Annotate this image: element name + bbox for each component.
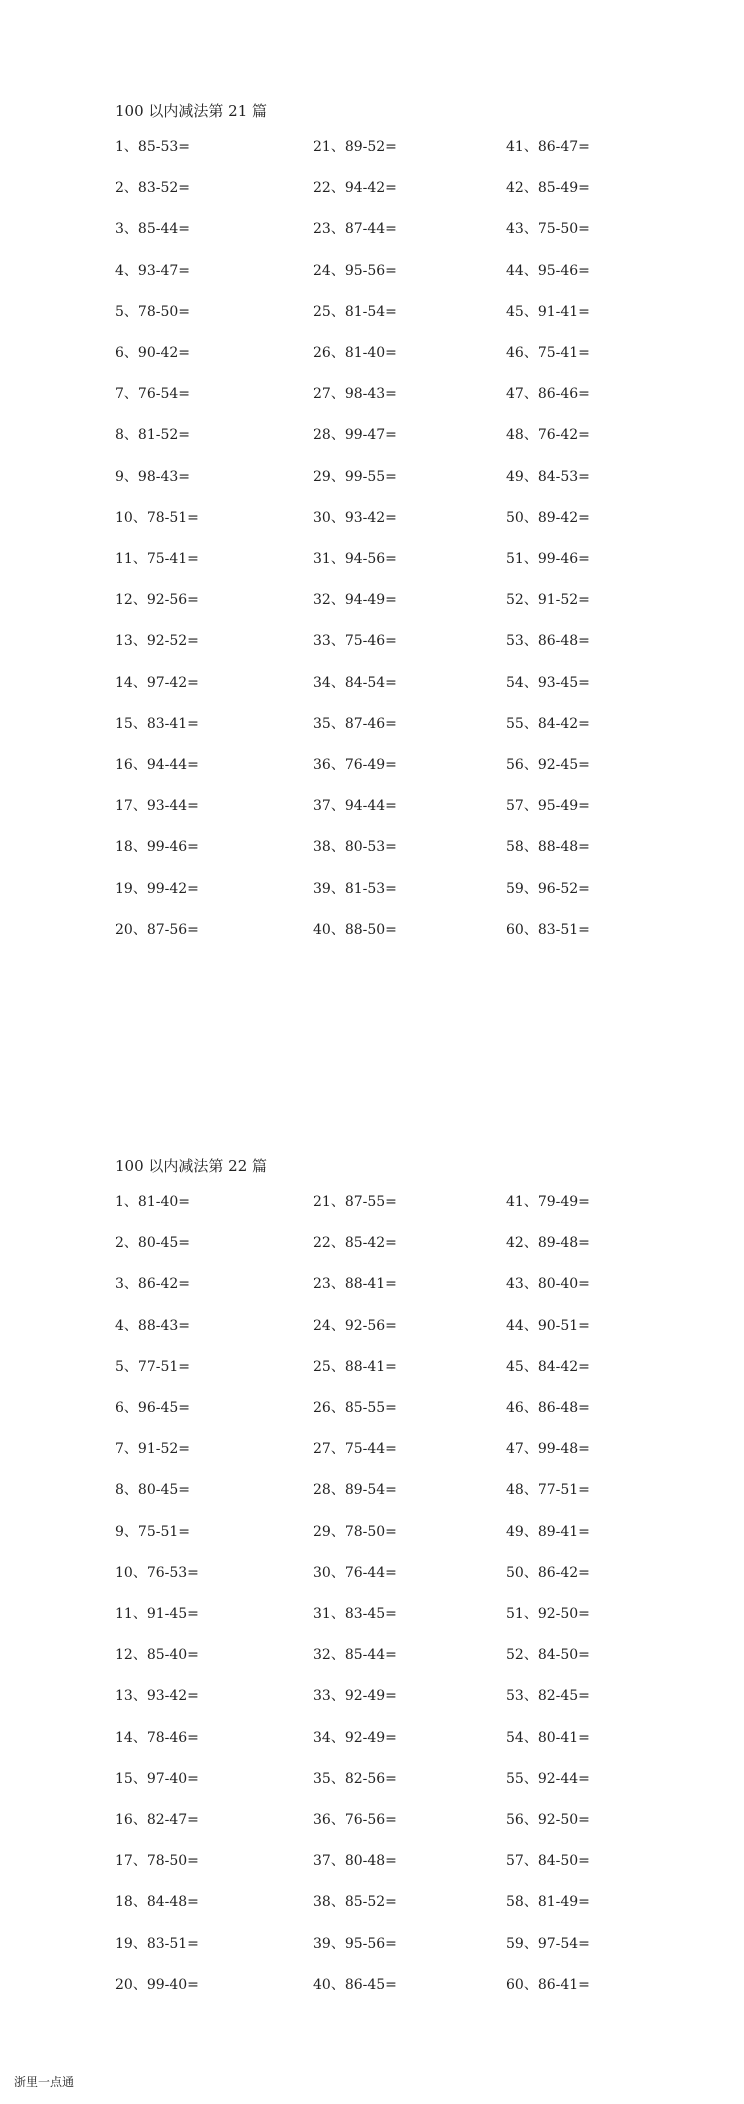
subtraction-problem: 31、83-45=: [313, 1606, 397, 1622]
subtraction-problem: 23、88-41=: [313, 1276, 397, 1293]
subtraction-problem: 53、86-48=: [506, 633, 590, 650]
subtraction-problem: 11、75-41=: [115, 551, 199, 567]
subtraction-problem: 45、84-42=: [506, 1358, 590, 1375]
subtraction-problem: 39、95-56=: [313, 1935, 397, 1952]
subtraction-problem: 30、93-42=: [313, 509, 397, 526]
subtraction-problem: 13、92-52=: [115, 633, 199, 650]
subtraction-problem: 5、77-51=: [115, 1358, 190, 1375]
subtraction-problem: 26、81-40=: [313, 345, 397, 361]
subtraction-problem: 24、95-56=: [313, 262, 397, 279]
subtraction-problem: 50、89-42=: [506, 509, 590, 526]
subtraction-problem: 6、90-42=: [115, 345, 190, 361]
subtraction-problem: 22、94-42=: [313, 180, 397, 197]
subtraction-problem: 10、76-53=: [115, 1564, 199, 1581]
subtraction-problem: 18、99-46=: [115, 839, 199, 856]
subtraction-problem: 42、85-49=: [506, 180, 590, 197]
subtraction-problem: 58、81-49=: [506, 1894, 590, 1911]
subtraction-problem: 55、84-42=: [506, 715, 590, 732]
subtraction-problem: 48、76-42=: [506, 427, 590, 444]
subtraction-problem: 32、94-49=: [313, 592, 397, 609]
subtraction-problem: 54、80-41=: [506, 1729, 590, 1746]
subtraction-problem: 56、92-50=: [506, 1812, 590, 1828]
subtraction-problem: 37、94-44=: [313, 798, 397, 815]
subtraction-problem: 28、89-54=: [313, 1482, 397, 1499]
subtraction-problem: 47、86-46=: [506, 386, 590, 403]
subtraction-problem: 9、98-43=: [115, 468, 190, 485]
subtraction-problem: 49、89-41=: [506, 1523, 590, 1540]
subtraction-problem: 43、75-50=: [506, 221, 590, 238]
subtraction-problem: 32、85-44=: [313, 1647, 397, 1664]
worksheet-title: 100 以内减法第 22 篇: [115, 1157, 268, 1175]
subtraction-problem: 9、75-51=: [115, 1523, 190, 1540]
subtraction-problem: 56、92-45=: [506, 757, 590, 773]
subtraction-problem: 39、81-53=: [313, 880, 397, 897]
subtraction-problem: 45、91-41=: [506, 303, 590, 320]
worksheet-title: 100 以内减法第 21 篇: [115, 102, 268, 120]
subtraction-problem: 13、93-42=: [115, 1688, 199, 1705]
subtraction-problem: 60、83-51=: [506, 921, 590, 938]
subtraction-problem: 25、81-54=: [313, 303, 397, 320]
subtraction-problem: 37、80-48=: [313, 1853, 397, 1870]
subtraction-problem: 35、87-46=: [313, 715, 397, 732]
subtraction-problem: 29、99-55=: [313, 468, 397, 485]
subtraction-problem: 10、78-51=: [115, 509, 199, 526]
subtraction-problem: 60、86-41=: [506, 1976, 590, 1993]
subtraction-problem: 50、86-42=: [506, 1564, 590, 1581]
subtraction-problem: 53、82-45=: [506, 1688, 590, 1705]
subtraction-problem: 25、88-41=: [313, 1358, 397, 1375]
subtraction-problem: 15、83-41=: [115, 715, 199, 732]
subtraction-problem: 47、99-48=: [506, 1441, 590, 1458]
subtraction-problem: 22、85-42=: [313, 1235, 397, 1252]
subtraction-problem: 36、76-49=: [313, 757, 397, 773]
subtraction-problem: 24、92-56=: [313, 1317, 397, 1334]
subtraction-problem: 4、93-47=: [115, 262, 190, 279]
subtraction-problem: 41、86-47=: [506, 139, 590, 155]
subtraction-problem: 28、99-47=: [313, 427, 397, 444]
subtraction-problem: 59、97-54=: [506, 1935, 590, 1952]
subtraction-problem: 3、86-42=: [115, 1276, 190, 1293]
subtraction-problem: 57、84-50=: [506, 1853, 590, 1870]
subtraction-problem: 5、78-50=: [115, 303, 190, 320]
subtraction-problem: 52、84-50=: [506, 1647, 590, 1664]
subtraction-problem: 4、88-43=: [115, 1317, 190, 1334]
subtraction-problem: 36、76-56=: [313, 1812, 397, 1828]
subtraction-problem: 51、92-50=: [506, 1606, 590, 1622]
subtraction-problem: 8、80-45=: [115, 1482, 190, 1499]
subtraction-problem: 57、95-49=: [506, 798, 590, 815]
subtraction-problem: 46、86-48=: [506, 1400, 590, 1416]
subtraction-problem: 40、86-45=: [313, 1976, 397, 1993]
subtraction-problem: 52、91-52=: [506, 592, 590, 609]
subtraction-problem: 33、75-46=: [313, 633, 397, 650]
subtraction-problem: 1、85-53=: [115, 139, 190, 155]
subtraction-problem: 14、97-42=: [115, 674, 199, 691]
subtraction-problem: 27、75-44=: [313, 1441, 397, 1458]
subtraction-problem: 59、96-52=: [506, 880, 590, 897]
subtraction-problem: 41、79-49=: [506, 1194, 590, 1210]
subtraction-problem: 7、76-54=: [115, 386, 190, 403]
subtraction-problem: 1、81-40=: [115, 1194, 190, 1210]
subtraction-problem: 54、93-45=: [506, 674, 590, 691]
subtraction-problem: 8、81-52=: [115, 427, 190, 444]
subtraction-problem: 16、82-47=: [115, 1812, 199, 1828]
subtraction-problem: 30、76-44=: [313, 1564, 397, 1581]
subtraction-problem: 23、87-44=: [313, 221, 397, 238]
subtraction-problem: 20、99-40=: [115, 1976, 199, 1993]
subtraction-problem: 35、82-56=: [313, 1770, 397, 1787]
subtraction-problem: 48、77-51=: [506, 1482, 590, 1499]
subtraction-problem: 14、78-46=: [115, 1729, 199, 1746]
subtraction-problem: 21、89-52=: [313, 139, 397, 155]
footer-brand: 浙里一点通: [14, 2075, 75, 2089]
subtraction-problem: 15、97-40=: [115, 1770, 199, 1787]
subtraction-problem: 46、75-41=: [506, 345, 590, 361]
subtraction-problem: 38、85-52=: [313, 1894, 397, 1911]
subtraction-problem: 44、95-46=: [506, 262, 590, 279]
subtraction-problem: 51、99-46=: [506, 551, 590, 567]
subtraction-problem: 19、99-42=: [115, 880, 199, 897]
subtraction-problem: 40、88-50=: [313, 921, 397, 938]
subtraction-problem: 42、89-48=: [506, 1235, 590, 1252]
subtraction-problem: 17、78-50=: [115, 1853, 199, 1870]
subtraction-problem: 7、91-52=: [115, 1441, 190, 1458]
subtraction-problem: 12、85-40=: [115, 1647, 199, 1664]
subtraction-problem: 29、78-50=: [313, 1523, 397, 1540]
subtraction-problem: 12、92-56=: [115, 592, 199, 609]
subtraction-problem: 55、92-44=: [506, 1770, 590, 1787]
subtraction-problem: 49、84-53=: [506, 468, 590, 485]
subtraction-problem: 34、92-49=: [313, 1729, 397, 1746]
subtraction-problem: 21、87-55=: [313, 1194, 397, 1210]
subtraction-problem: 38、80-53=: [313, 839, 397, 856]
subtraction-problem: 17、93-44=: [115, 798, 199, 815]
subtraction-problem: 43、80-40=: [506, 1276, 590, 1293]
subtraction-problem: 31、94-56=: [313, 551, 397, 567]
subtraction-problem: 2、83-52=: [115, 180, 190, 197]
subtraction-problem: 16、94-44=: [115, 757, 199, 773]
subtraction-problem: 6、96-45=: [115, 1400, 190, 1416]
subtraction-problem: 58、88-48=: [506, 839, 590, 856]
subtraction-problem: 20、87-56=: [115, 921, 199, 938]
subtraction-problem: 26、85-55=: [313, 1400, 397, 1416]
subtraction-problem: 2、80-45=: [115, 1235, 190, 1252]
subtraction-problem: 27、98-43=: [313, 386, 397, 403]
subtraction-problem: 3、85-44=: [115, 221, 190, 238]
subtraction-problem: 34、84-54=: [313, 674, 397, 691]
subtraction-problem: 44、90-51=: [506, 1317, 590, 1334]
subtraction-problem: 19、83-51=: [115, 1935, 199, 1952]
subtraction-problem: 18、84-48=: [115, 1894, 199, 1911]
subtraction-problem: 11、91-45=: [115, 1606, 199, 1622]
subtraction-problem: 33、92-49=: [313, 1688, 397, 1705]
